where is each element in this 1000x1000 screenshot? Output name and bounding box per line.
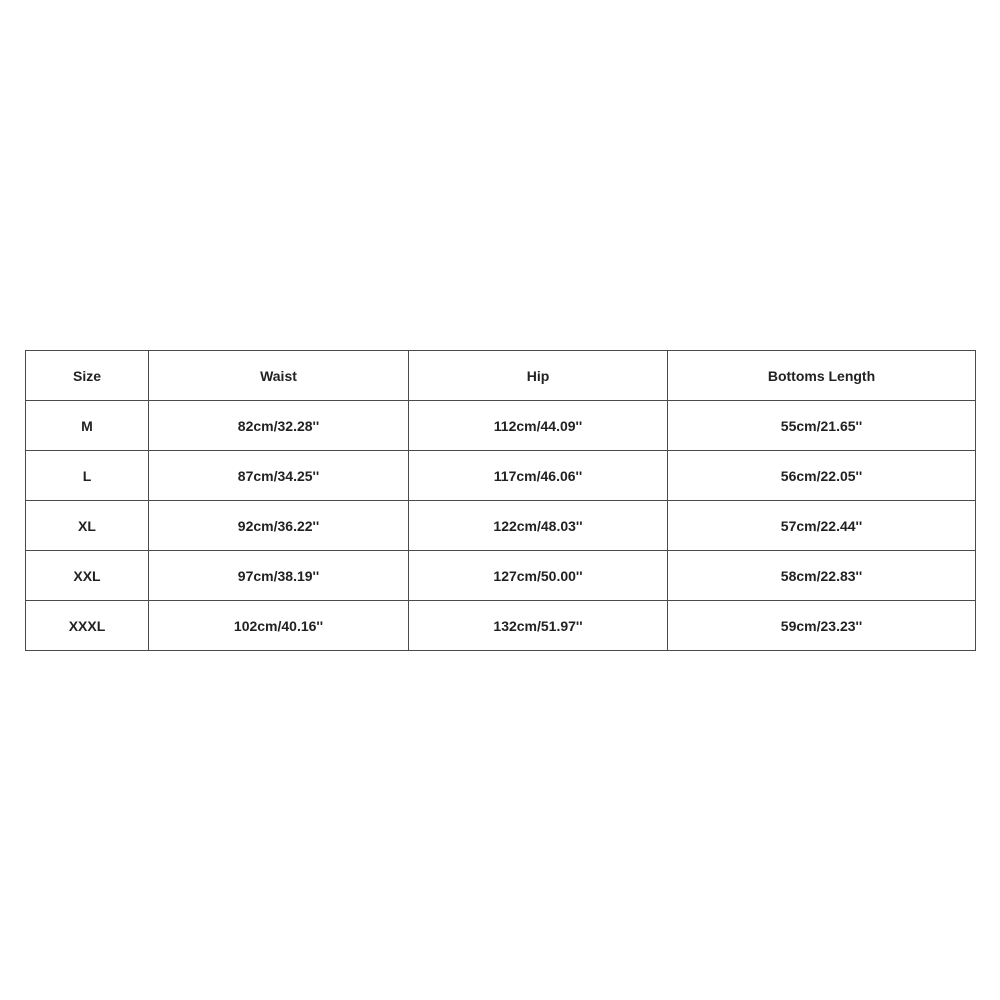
waist-cell: 102cm/40.16'' [149, 601, 409, 651]
size-chart-table [25, 350, 976, 651]
waist-cell: 82cm/32.28'' [149, 401, 409, 451]
table-row [26, 401, 976, 451]
hip-cell: 117cm/46.06'' [409, 451, 668, 501]
table-header-row [26, 351, 976, 401]
bottoms-length-cell: 56cm/22.05'' [668, 451, 976, 501]
hip-cell: 122cm/48.03'' [409, 501, 668, 551]
size-cell: XXXL [26, 601, 149, 651]
size-cell: XL [26, 501, 149, 551]
waist-cell: 97cm/38.19'' [149, 551, 409, 601]
size-cell: XXL [26, 551, 149, 601]
header-size: Size [26, 351, 149, 401]
bottoms-length-cell: 58cm/22.83'' [668, 551, 976, 601]
hip-cell: 127cm/50.00'' [409, 551, 668, 601]
header-hip: Hip [409, 351, 668, 401]
hip-cell: 132cm/51.97'' [409, 601, 668, 651]
table-row [26, 601, 976, 651]
hip-cell: 112cm/44.09'' [409, 401, 668, 451]
table-row [26, 501, 976, 551]
waist-cell: 92cm/36.22'' [149, 501, 409, 551]
header-waist: Waist [149, 351, 409, 401]
bottoms-length-cell: 55cm/21.65'' [668, 401, 976, 451]
table-row [26, 451, 976, 501]
size-cell: L [26, 451, 149, 501]
waist-cell: 87cm/34.25'' [149, 451, 409, 501]
bottoms-length-cell: 57cm/22.44'' [668, 501, 976, 551]
size-cell: M [26, 401, 149, 451]
bottoms-length-cell: 59cm/23.23'' [668, 601, 976, 651]
header-bottoms-length: Bottoms Length [668, 351, 976, 401]
table-row [26, 551, 976, 601]
